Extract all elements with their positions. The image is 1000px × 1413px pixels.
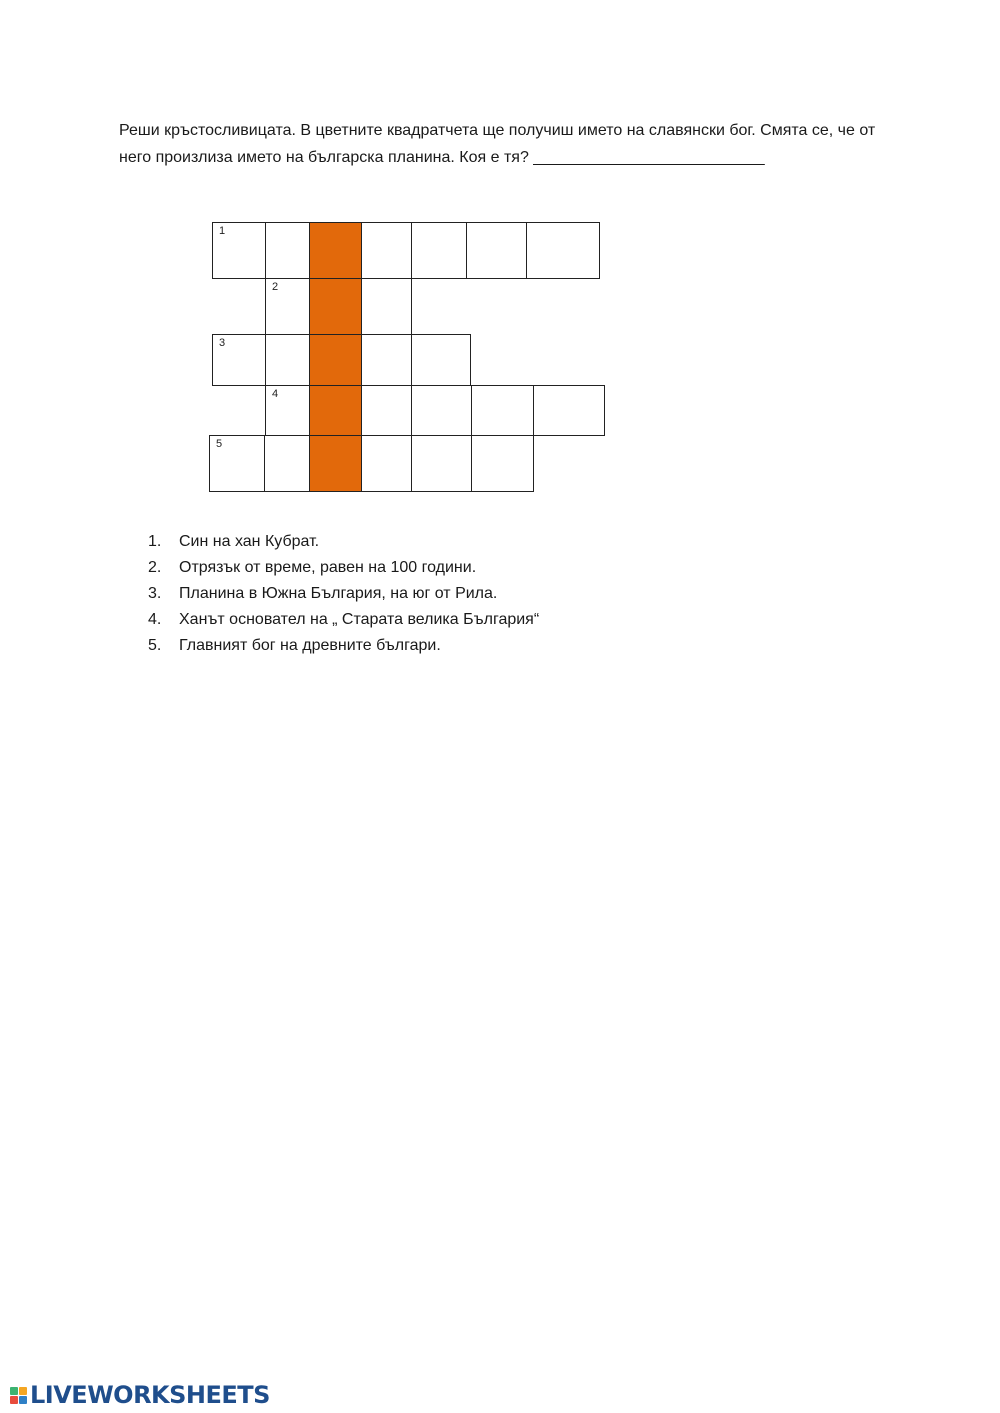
crossword-cell[interactable] <box>526 222 600 279</box>
clue-item <box>148 633 539 659</box>
crossword-cell[interactable] <box>264 435 310 492</box>
crossword-cell[interactable] <box>212 334 266 386</box>
clue-item <box>148 555 539 581</box>
crossword-cell[interactable] <box>361 385 412 436</box>
highlighted-cell[interactable] <box>309 278 362 335</box>
logo-block <box>10 1387 18 1395</box>
clue-item <box>148 607 539 633</box>
crossword-cell[interactable] <box>209 435 265 492</box>
liveworksheets-logo[interactable] <box>10 1380 270 1410</box>
crossword-cell[interactable] <box>411 334 471 386</box>
highlighted-cell[interactable] <box>309 435 362 492</box>
clue-list <box>148 529 539 659</box>
logo-blocks-icon <box>10 1387 27 1404</box>
crossword-cell[interactable] <box>411 385 472 436</box>
crossword-cell[interactable] <box>411 222 467 279</box>
crossword-cell[interactable] <box>361 435 412 492</box>
clue-number: 1 <box>219 225 226 237</box>
clue-text: Ханът основател на „ Старата велика България“ <box>179 611 540 628</box>
clue-index: 4. <box>148 611 162 628</box>
clue-text: Планина в Южна България, на юг от Рила. <box>179 585 498 602</box>
crossword-cell[interactable] <box>265 385 310 436</box>
crossword-cell[interactable] <box>361 278 412 335</box>
crossword-cell[interactable] <box>471 435 534 492</box>
crossword-cell[interactable] <box>411 435 472 492</box>
crossword-cell[interactable] <box>466 222 527 279</box>
crossword-grid <box>0 0 1000 600</box>
crossword-cell[interactable] <box>361 334 412 386</box>
clue-index: 1. <box>148 533 162 550</box>
highlighted-cell[interactable] <box>309 222 362 279</box>
instructions-text: Реши кръстосливицата. В цветните квадратчета ще получиш името на славянски бог. Смята се, че от него произлиза името на българска планина. Коя е тя? __________________________ <box>119 122 876 166</box>
crossword-cell[interactable] <box>265 334 310 386</box>
clue-text: Син на хан Кубрат. <box>179 533 320 550</box>
logo-block <box>19 1396 27 1404</box>
clue-number: 4 <box>272 388 279 400</box>
clue-text: Отрязък от време, равен на 100 години. <box>179 559 477 576</box>
crossword-cell[interactable] <box>265 278 310 335</box>
logo-block <box>10 1396 18 1404</box>
crossword-cell[interactable] <box>212 222 266 279</box>
logo-block <box>19 1387 27 1395</box>
clue-number: 2 <box>272 281 279 293</box>
clue-index: 5. <box>148 637 162 654</box>
crossword-cell[interactable] <box>471 385 534 436</box>
logo-text: LIVEWORKSHEETS <box>30 1381 270 1409</box>
highlighted-cell[interactable] <box>309 334 362 386</box>
crossword-cell[interactable] <box>533 385 605 436</box>
crossword-cell[interactable] <box>265 222 310 279</box>
clue-number: 5 <box>216 438 223 450</box>
clue-item <box>148 529 539 555</box>
highlighted-cell[interactable] <box>309 385 362 436</box>
clue-index: 2. <box>148 559 162 576</box>
clue-text: Главният бог на древните българи. <box>179 637 441 654</box>
clue-number: 3 <box>219 337 226 349</box>
crossword-cell[interactable] <box>361 222 412 279</box>
clue-index: 3. <box>148 585 162 602</box>
clue-item <box>148 581 539 607</box>
